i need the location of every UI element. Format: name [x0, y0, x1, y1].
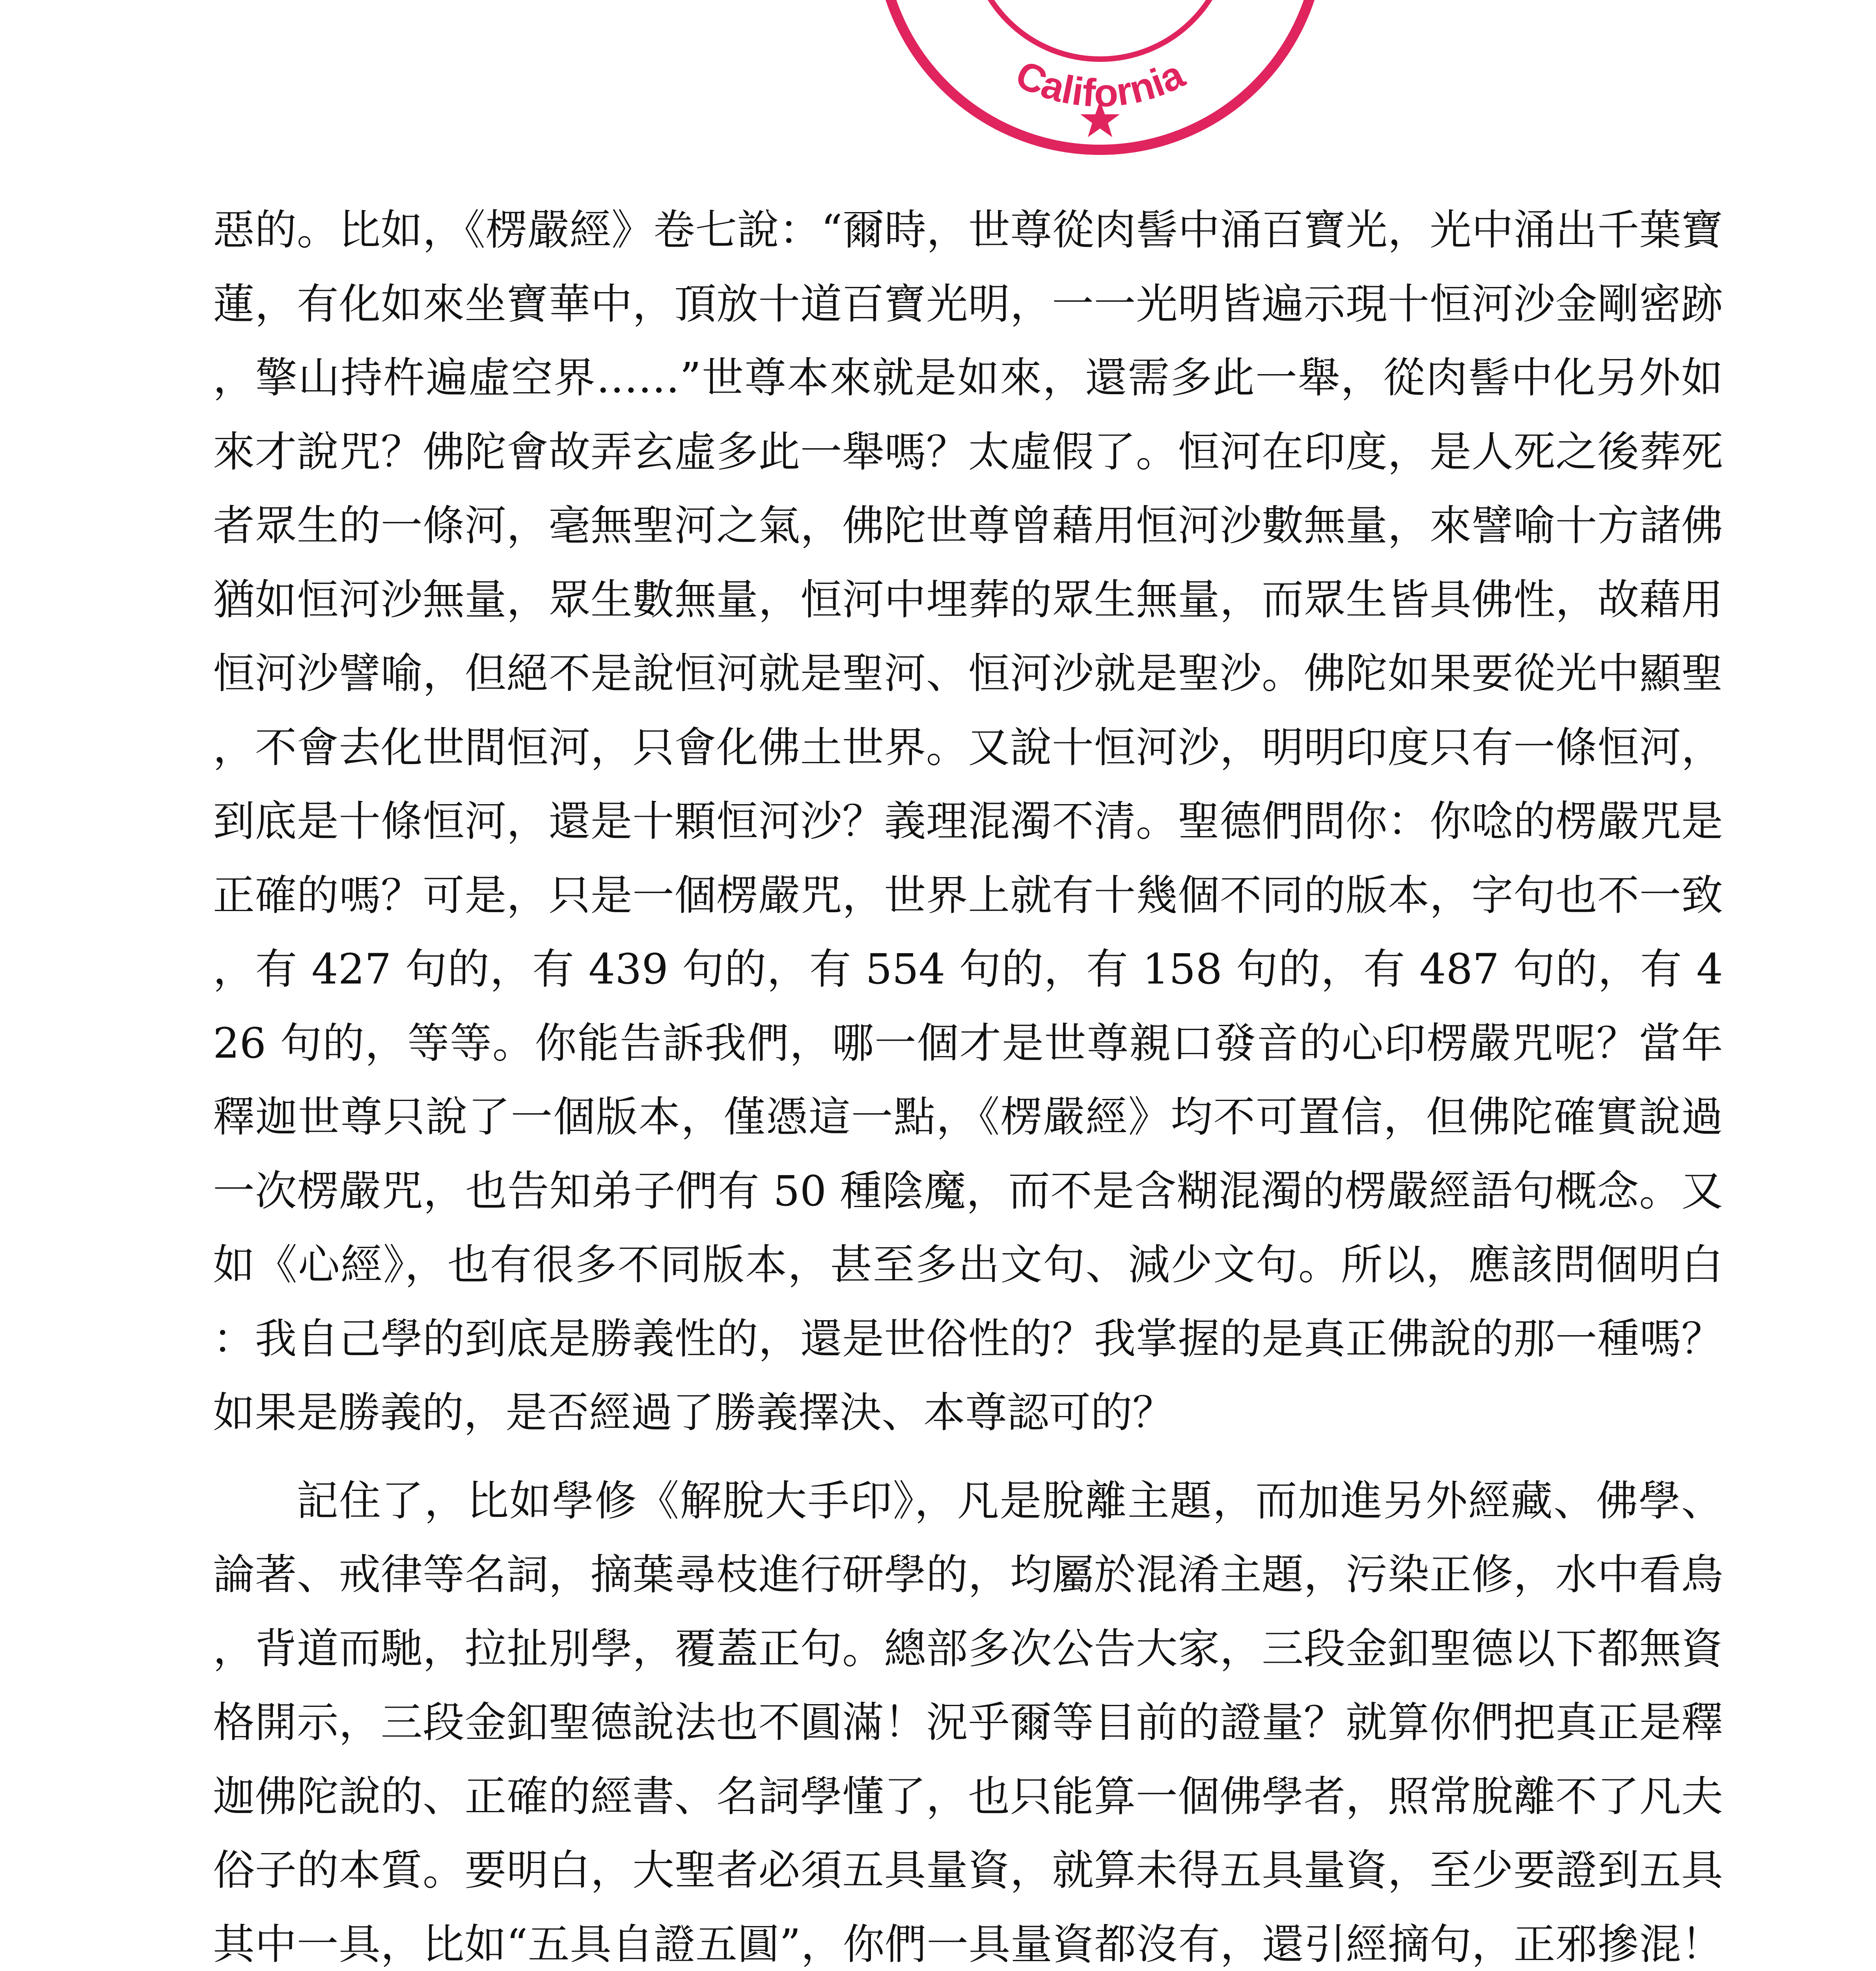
paragraph-1: 惡的。比如，《楞嚴經》卷七說：“爾時，世尊從肉髻中涌百寶光，光中涌出千葉寶蓮，有化如來坐寶華中，頂放十道百寶光明，一一光明皆遍示現十恒河沙金剛密跡，擎山持杵遍虛空界……”世尊本來就是如來，還需多此一舉，從肉髻中化另外如來才說咒？佛陀會故弄玄虛多此一舉嗎？太虛假了。恒河在印度，是人死之後葬死者眾生的一條河，毫無聖河之氣，佛陀世尊曾藉用恒河沙數無量，來譬喻十方諸佛猶如恒河沙無量，眾生數無量，恒河中埋葬的眾生無量，而眾生皆具佛性，故藉用恒河沙譬喻，但絕不是說恒河就是聖河、恒河沙就是聖沙。佛陀如果要從光中顯聖，不會去化世間恒河，只會化佛土世界。又說十恒河沙，明明印度只有一條恒河，到底是十條恒河，還是十顆恒河沙？義理混濁不清。聖德們問你：你唸的楞嚴咒是正確的嗎？可是，只是一個楞嚴咒，世界上就有十幾個不同的版本，字句也不一致，有 427 句的，有 439 句的，有 554 句的，有 158 句的，有 487 句的，有 426 句的，等等。你能告訴我們，哪一個才是世尊親口發音的心印楞嚴咒呢？當年釋迦世尊只說了一個版本，僅憑這一點，《楞嚴經》均不可置信，但佛陀確實說過一次楞嚴咒，也告知弟子們有 50 種陰魔，而不是含糊混濁的楞嚴經語句概念。又如《心經》，也有很多不同版本，甚至多出文句、減少文句。所以，應該問個明白：我自己學的到底是勝義性的，還是世俗性的？我掌握的是真正佛說的那一種嗎？如果是勝義的，是否經過了勝義擇決、本尊認可的？ — [213, 206, 1723, 1437]
top-seal-stamp — [871, 0, 1329, 158]
paragraph-2: 記住了，比如學修《解脫大手印》，凡是脫離主題，而加進另外經藏、佛學、論著、戒律等名詞，摘葉尋枝進行研學的，均屬於混淆主題，污染正修，水中看鳥，背道而馳，拉扯別學，覆蓋正句。總部多次公告大家，三段金釦聖德以下都無資格開示，三段金釦聖德說法也不圓滿！況乎爾等目前的證量？就算你們把真正是釋迦佛陀說的、正確的經書、名詞學懂了，也只能算一個佛學者，照常脫離不了凡夫俗子的本質。要明白，大聖者必須五具量資，就算未得五具量資，至少要證到五具其中一具，比如“五具自證五圓”，你們一具量資都沒有，還引經摘句，正邪摻混！ — [213, 1476, 1723, 1969]
document-body — [213, 193, 1723, 1971]
top-seal-center-text: California — [1009, 52, 1191, 116]
